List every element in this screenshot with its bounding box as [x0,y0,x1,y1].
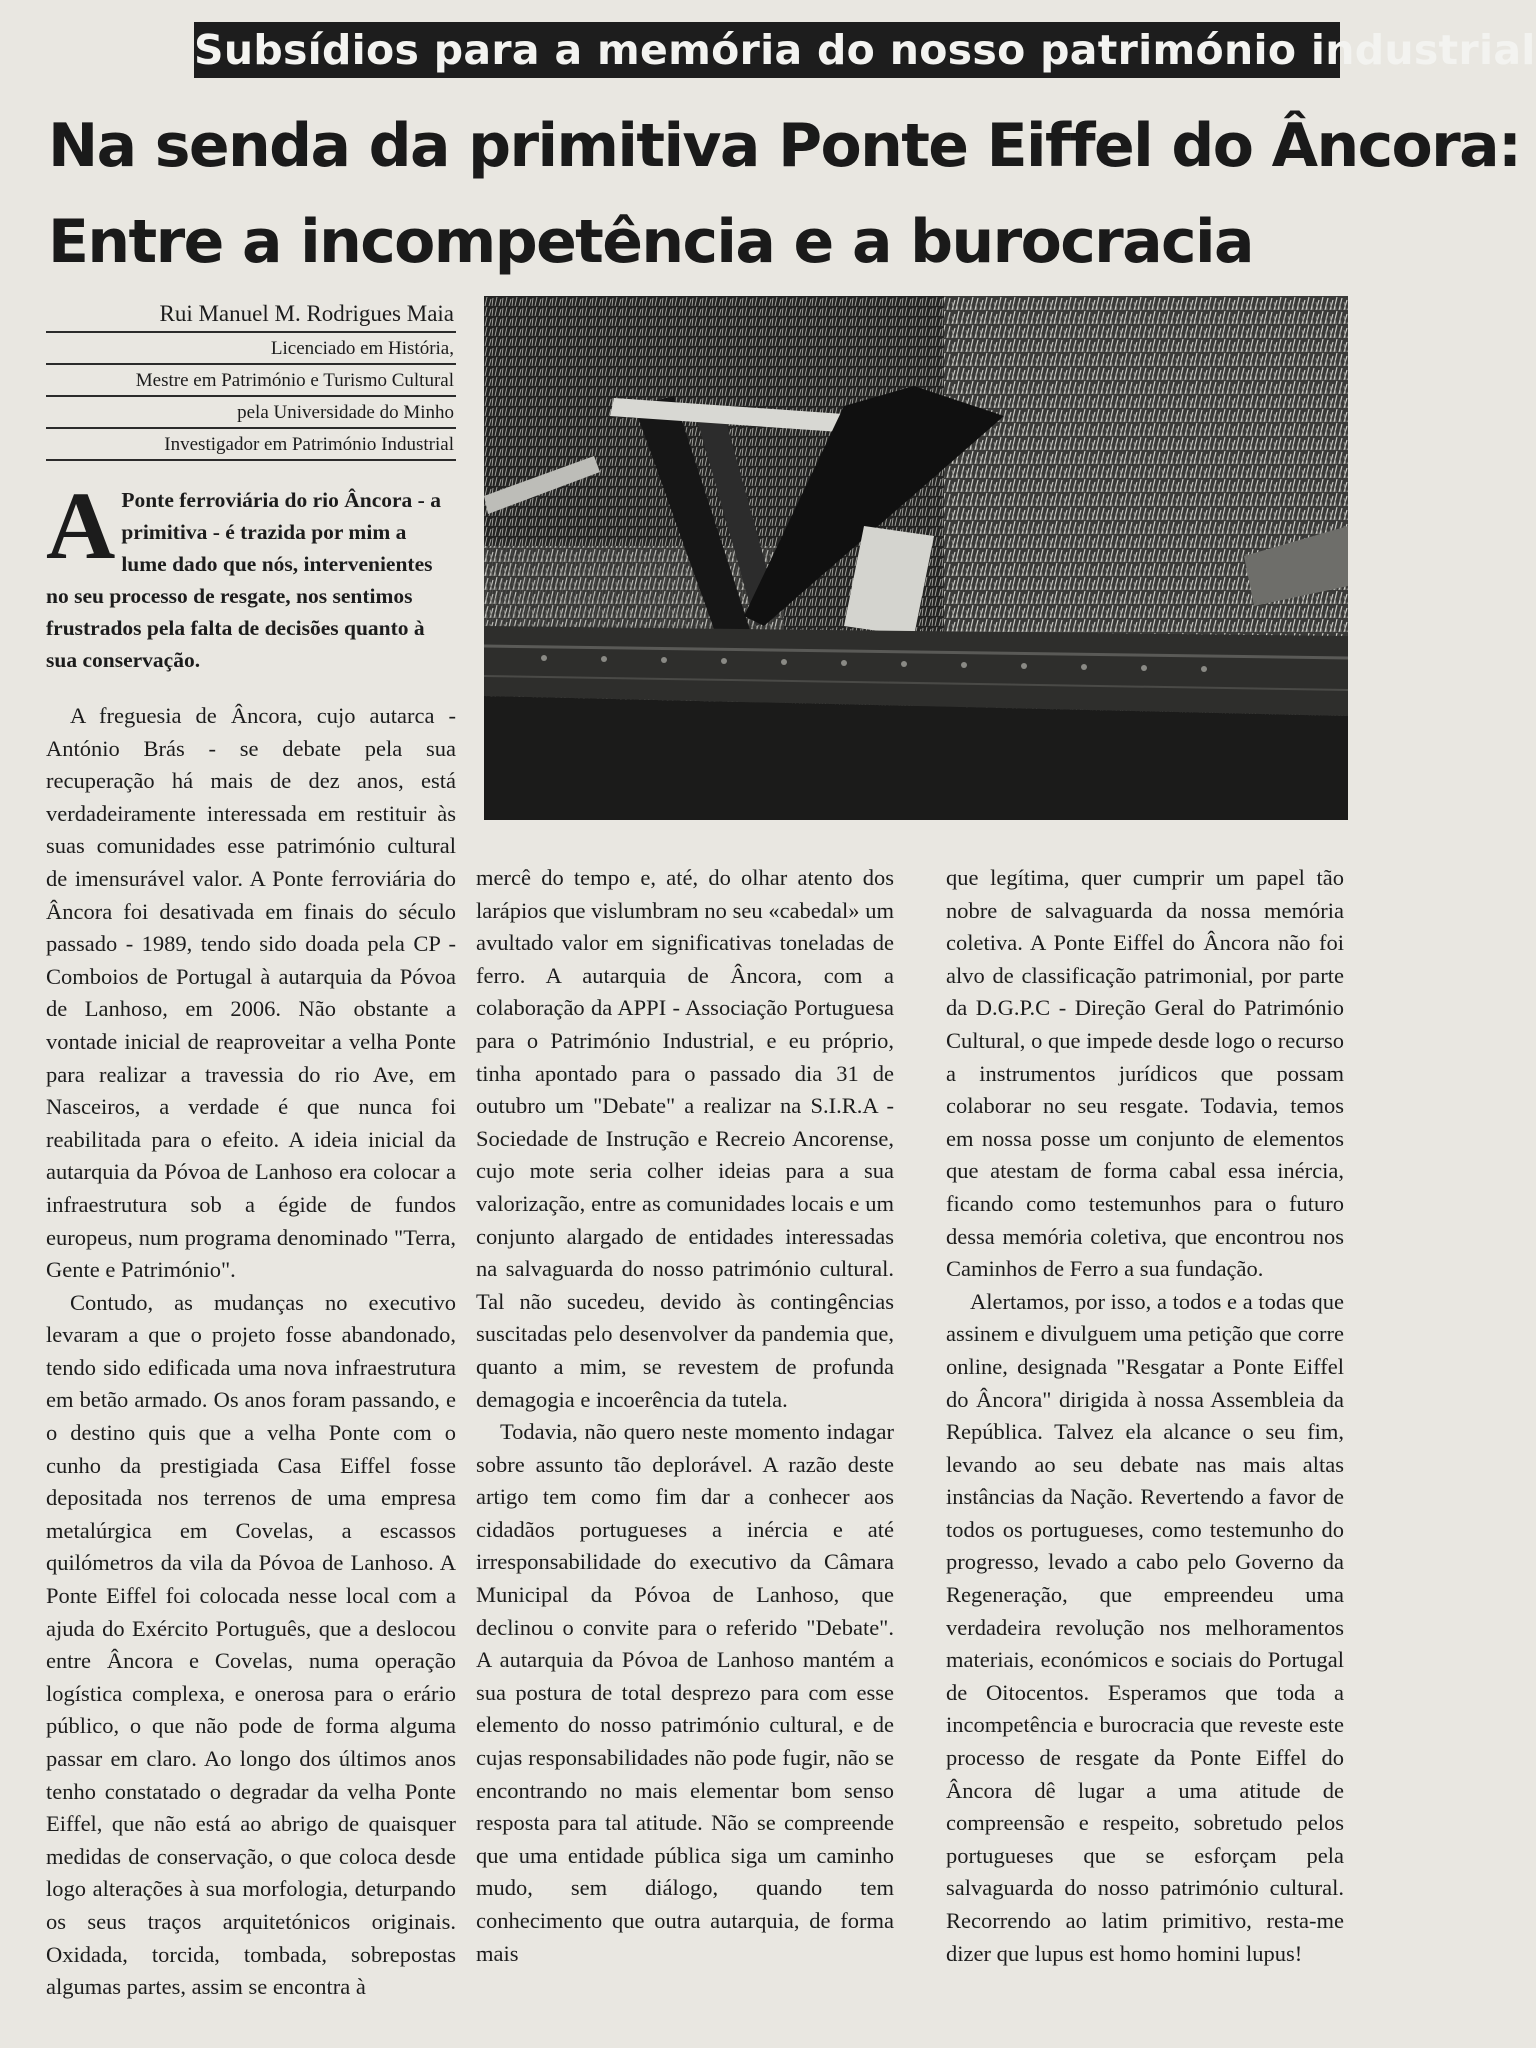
article-column-3 [946,862,1344,1970]
article-column-1 [46,700,456,2004]
paragraph: Contudo, as mudanças no executivo levaram a que o projeto fosse abandonado, tendo sido edificada uma nova infraestrutura em betão armado. Os anos foram passando, e o destino quis que a velha Ponte com o cunho da prestigiada Casa Eiffel fosse depositada nos terrenos de uma empresa metalúrgica em Covelas, a escassos quilómetros da vila da Póvoa de Lanhoso. A Ponte Eiffel foi colocada nesse local com a ajuda do Exército Português, que a deslocou entre Âncora e Covelas, numa operação logística complexa, e onerosa para o erário público, o que não pode de forma alguma passar em claro. Ao longo dos últimos anos tenho constatado o degradar da velha Ponte Eiffel, que não está ao abrigo de quaisquer medidas de conservação, o que coloca desde logo alterações à sua morfologia, deturpando os seus traços arquitetónicos originais. Oxidada, torcida, tombada, sobrepostas algumas partes, assim se encontra à [46,1289,456,2000]
lead-text: Ponte ferroviária do rio Âncora - a primitiva - é trazida por mim a lume dado que nós, intervenientes no seu processo de resgate, nos sentimos frustrados pela falta de decisões quanto à sua conservação. [46,488,441,672]
headline-line-2: Entre a incompetência e a burocracia [48,207,1253,277]
headline [48,98,1521,290]
paragraph: Alertamos, por isso, a todos e a todas que assinem e divulguem uma petição que corre online, designada "Resgatar a Ponte Eiffel do Âncora" dirigida à nossa Assembleia da República. Talvez ela alcance o seu fim, levando ao seu debate nas mais altas instâncias da Nação. Revertendo a favor de todos os portugueses, como testemunho do progresso, levado a cabo pelo Governo da Regeneração, que empreendeu uma verdadeira revolução nos melhoramentos materiais, económicos e sociais do Portugal de Oitocentos. Esperamos que toda a incompetência e burocracia que reveste este processo de resgate da Ponte Eiffel do Âncora dê lugar a uma atitude de compreensão e respeito, sobretudo pelos portugueses que se esforçam pela salvaguarda do nosso património cultural. Recorrendo ao latim primitivo, resta-me dizer que lupus est homo homini lupus! [946,1288,1344,1966]
author-credential: Investigador em Património Industrial [46,430,456,461]
author-credential: Licenciado em História, [46,334,456,365]
article-photo [484,296,1348,820]
author-name: Rui Manuel M. Rodrigues Maia [46,296,456,333]
drop-cap: A [46,472,116,579]
paragraph: mercê do tempo e, até, do olhar atento dos larápios que vislumbram no seu «cabedal» um avultado valor em significativas toneladas de ferro. A autarquia de Âncora, com a colaboração da APPI - Associação Portuguesa para o Património Industrial, e eu próprio, tinha apontado para o passado dia 31 de outubro um "Debate" a realizar na S.I.R.A - Sociedade de Instrução e Recreio Ancorense, cujo mote seria colher ideias para a sua valorização, entre as comunidades locais e um conjunto alargado de entidades interessadas na salvaguarda do nosso património cultural. Tal não sucedeu, devido às contingências suscitadas pelo desenvolver da pandemia que, quanto a mim, se revestem de profunda demagogia e incoerência da tutela. [476,865,894,1412]
headline-line-1: Na senda da primitiva Ponte Eiffel do Âncora: [48,111,1521,181]
author-credential: pela Universidade do Minho [46,398,456,429]
lead-paragraph [46,472,456,676]
author-credential: Mestre em Património e Turismo Cultural [46,366,456,397]
paragraph: A freguesia de Âncora, cujo autarca - António Brás - se debate pela sua recuperação há mais de dez anos, está verdadeiramente interessada em restituir às suas comunidades esse património cultural de imensurável valor. A Ponte ferroviária do Âncora foi desativada em finais do século passado - 1989, tendo sido doada pela CP - Comboios de Portugal à autarquia da Póvoa de Lanhoso, em 2006. Não obstante a vontade inicial de reaproveitar a velha Ponte para realizar a travessia do rio Ave, em Nasceiros, a verdade é que nunca foi reabilitada para o efeito. A ideia inicial da autarquia da Póvoa de Lanhoso era colocar a infraestrutura sob a égide de fundos europeus, num programa denominado "Terra, Gente e Património". [46,703,456,1283]
article-column-2 [476,862,894,1970]
section-kicker: Subsídios para a memória do nosso património industrial [194,22,1340,78]
paragraph: Todavia, não quero neste momento indagar sobre assunto tão deplorável. A razão deste artigo tem como fim dar a conhecer aos cidadãos portugueses a inércia e até irresponsabilidade do executivo da Câmara Municipal da Póvoa de Lanhoso, que declinou o convite para o referido "Debate". A autarquia da Póvoa de Lanhoso mantém a sua postura de total desprezo para com esse elemento do nosso património cultural, e de cujas responsabilidades não pode fugir, não se encontrando no mais elementar bom senso resposta para tal atitude. Não se compreende que uma entidade pública siga um caminho mudo, sem diálogo, quando tem conhecimento que outra autarquia, de forma mais [476,1419,894,1966]
byline [46,296,456,462]
paragraph: que legítima, quer cumprir um papel tão nobre de salvaguarda da nossa memória coletiva. A Ponte Eiffel do Âncora não foi alvo de classificação patrimonial, por parte da D.G.P.C - Direção Geral do Património Cultural, o que impede desde logo o recurso a instrumentos jurídicos que possam colaborar no seu resgate. Todavia, temos em nossa posse um conjunto de elementos que atestam de forma cabal essa inércia, ficando como testemunhos para o futuro dessa memória coletiva, que encontrou nos Caminhos de Ferro a sua fundação. [946,865,1344,1282]
bridge-photo-illustration [484,296,1348,820]
